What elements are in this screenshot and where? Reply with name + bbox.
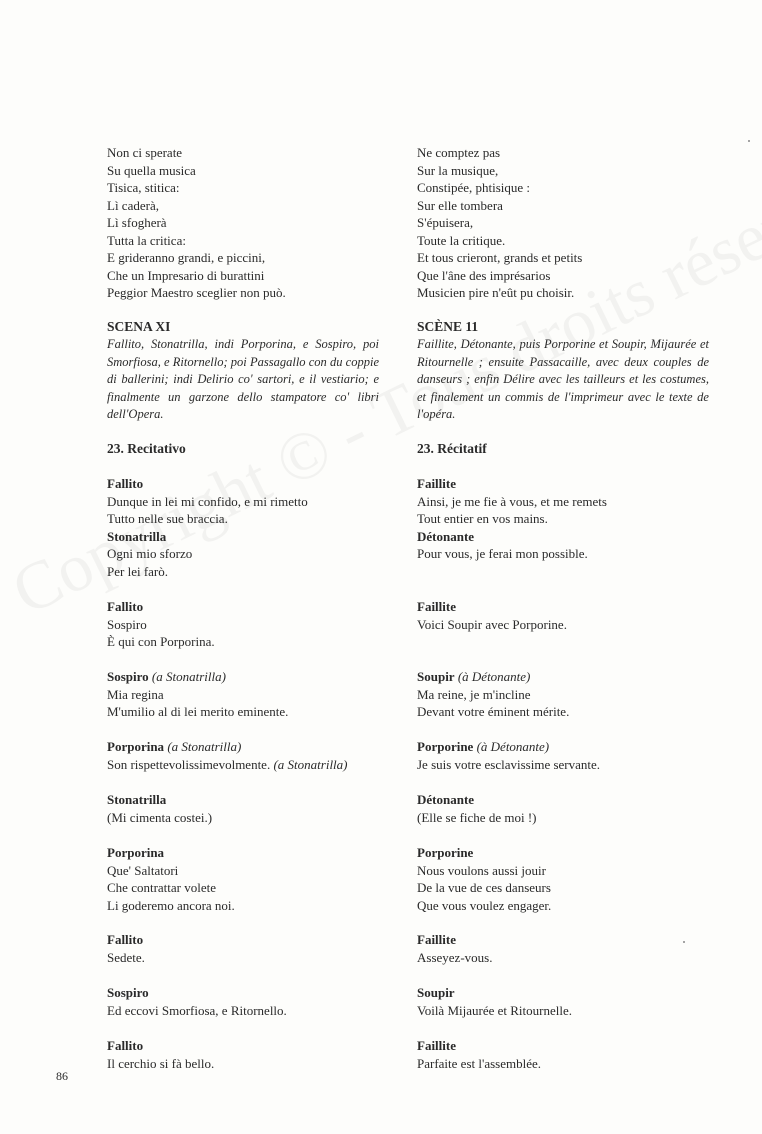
speaker-name: Faillite — [417, 599, 456, 614]
dialogue-line: Il cerchio si fà bello. — [107, 1055, 215, 1071]
dialogue-line: Parfaite est l'assemblée. — [417, 1055, 541, 1071]
dialogue-line: Asseyez-vous. — [417, 949, 493, 965]
dialogue-line: Sospiro — [107, 616, 147, 632]
verse-line: Tisica, stitica: — [107, 180, 180, 195]
dialogue-block — [107, 668, 379, 721]
speaker-name: Fallito — [107, 1038, 144, 1053]
speaker-name: Porporine — [417, 845, 474, 860]
scene-title: SCÈNE 11 — [417, 319, 479, 334]
speaker-name: Détonante — [417, 528, 475, 544]
dialogue-block — [417, 668, 709, 721]
speaker-name: Stonatrilla — [107, 528, 167, 544]
dialogue-block — [107, 931, 379, 966]
stage-direction: (à Détonante) — [476, 739, 550, 754]
dialogue-line: Che contrattar volete — [107, 880, 217, 895]
dialogue-block — [417, 738, 709, 773]
dialogue-line: (Elle se fiche de moi !) — [417, 809, 537, 825]
speaker-name: Faillite — [417, 932, 456, 947]
dialogue-line: Que vous voulez engager. — [417, 897, 552, 913]
dialogue-line: Ainsi, je me fie à vous, et me remets — [417, 493, 607, 509]
scene-title: SCENA XI — [107, 319, 171, 334]
speaker-name: Porporina — [107, 845, 165, 860]
verse-line: Ne comptez pas — [417, 145, 501, 160]
dialogue-block — [107, 475, 379, 580]
dialogue-line: Ed eccovi Smorfiosa, e Ritornello. — [107, 1002, 287, 1018]
speaker-name: Fallito — [107, 599, 144, 614]
verse-line: Musicien pire n'eût pu choisir. — [417, 285, 575, 300]
dialogue-line: È qui con Porporina. — [107, 634, 215, 649]
dialogue-line: Voici Soupir avec Porporine. — [417, 616, 567, 632]
speaker-name: Détonante — [417, 792, 475, 807]
scene-heading — [107, 318, 379, 424]
speaker-name: Faillite — [417, 476, 456, 491]
dialogue-line: Li goderemo ancora noi. — [107, 897, 235, 913]
verse-line: Lì sfogherà — [107, 215, 167, 230]
dialogue-line: Je suis votre esclavissime servante. — [417, 756, 601, 772]
speaker-name: Porporine — [417, 739, 474, 754]
speaker-name: Porporina — [107, 739, 165, 754]
dialogue-line: Per lei farò. — [107, 563, 169, 579]
number-heading — [107, 440, 379, 458]
verse-line: Che un Impresario di burattini — [107, 267, 265, 283]
speaker-name: Faillite — [417, 1038, 456, 1053]
aria-text — [417, 144, 709, 302]
speaker-name: Soupir — [417, 669, 455, 684]
verse-line: Non ci sperate — [107, 145, 183, 160]
dialogue-block — [417, 791, 709, 826]
dialogue-block — [417, 931, 709, 966]
dialogue-line: Ogni mio sforzo — [107, 546, 193, 561]
stage-direction: Faillite, Détonante, puis Porporine et Soupir, Mijaurée et Ritournelle ; ensuite Passacaille, avec deux couples de danseurs ; enfin Délire avec les tailleurs et les costumes, et finalement un commis de l'imprimeur avec le texte de l'opéra. — [417, 337, 709, 422]
dialogue-line: (Mi cimenta costei.) — [107, 809, 213, 825]
dialogue-block — [417, 598, 709, 633]
speaker-name: Fallito — [107, 932, 144, 947]
scan-speck — [748, 140, 750, 142]
scene-heading — [417, 318, 709, 424]
speaker-name: Soupir — [417, 985, 455, 1000]
dialogue-line: Dunque in lei mi confido, e mi rimetto — [107, 493, 308, 509]
verse-line: S'épuisera, — [417, 215, 474, 230]
dialogue-line: Son rispettevolissimevolmente. — [107, 756, 271, 772]
dialogue-line: Nous voulons aussi jouir — [417, 862, 546, 878]
stage-direction: (a Stonatrilla) — [273, 756, 348, 772]
dialogue-line: Ma reine, je m'incline — [417, 686, 531, 702]
dialogue-block — [107, 1037, 379, 1072]
dialogue-line: Que' Saltatori — [107, 862, 179, 878]
speaker-name: Sospiro — [107, 985, 149, 1000]
scan-speck — [683, 941, 685, 943]
verse-line: Et tous crieront, grands et petits — [417, 250, 583, 265]
dialogue-block — [107, 791, 379, 826]
dialogue-line: Sedete. — [107, 949, 145, 965]
dialogue-line: Tout entier en vos mains. — [417, 511, 548, 526]
dialogue-block — [417, 844, 709, 914]
verse-line: Peggior Maestro sceglier non può. — [107, 285, 286, 300]
verse-line: E grideranno grandi, e piccini, — [107, 250, 266, 265]
dialogue-block — [417, 984, 709, 1019]
verse-line: Lì caderà, — [107, 197, 159, 213]
number-title: 23. Recitativo — [107, 441, 186, 456]
dialogue-line: Devant votre éminent mérite. — [417, 704, 570, 719]
number-heading — [417, 440, 709, 458]
dialogue-line: Voilà Mijaurée et Ritournelle. — [417, 1002, 572, 1018]
dialogue-block — [107, 738, 379, 773]
dialogue-block — [417, 475, 709, 563]
stage-direction: (à Détonante) — [457, 669, 531, 684]
stage-direction: Fallito, Stonatrilla, indi Porporina, e Sospiro, poi Smorfiosa, e Ritornello; poi Passagallo con du coppie di ballerini; indi Delirio co' sartori, e il vestiario; e finalmente un garzone dello stampatore co' libri dell'Opera. — [107, 337, 379, 422]
verse-line: Sur la musique, — [417, 162, 499, 178]
stage-direction: (a Stonatrilla) — [151, 669, 226, 684]
speaker-name: Stonatrilla — [107, 792, 167, 807]
dialogue-block — [107, 984, 379, 1019]
page-number: 86 — [56, 1069, 68, 1083]
verse-line: Toute la critique. — [417, 232, 506, 248]
dialogue-line: De la vue de ces danseurs — [417, 880, 551, 895]
dialogue-line: Tutto nelle sue braccia. — [107, 511, 228, 526]
verse-line: Sur elle tombera — [417, 197, 503, 213]
aria-text — [107, 144, 379, 302]
speaker-name: Fallito — [107, 476, 144, 491]
verse-line: Tutta la critica: — [107, 232, 186, 248]
speaker-name: Sospiro — [107, 669, 149, 684]
verse-line: Constipée, phtisique : — [417, 180, 531, 195]
dialogue-block — [417, 1037, 709, 1072]
dialogue-block — [107, 598, 379, 651]
dialogue-block — [107, 844, 379, 914]
dialogue-line: Pour vous, je ferai mon possible. — [417, 546, 588, 561]
number-title: 23. Récitatif — [417, 441, 487, 456]
verse-line: Que l'âne des imprésarios — [417, 267, 551, 283]
stage-direction: (a Stonatrilla) — [167, 739, 242, 754]
verse-line: Su quella musica — [107, 162, 196, 178]
dialogue-line: M'umilio al di lei merito eminente. — [107, 704, 289, 719]
dialogue-line: Mia regina — [107, 686, 164, 702]
